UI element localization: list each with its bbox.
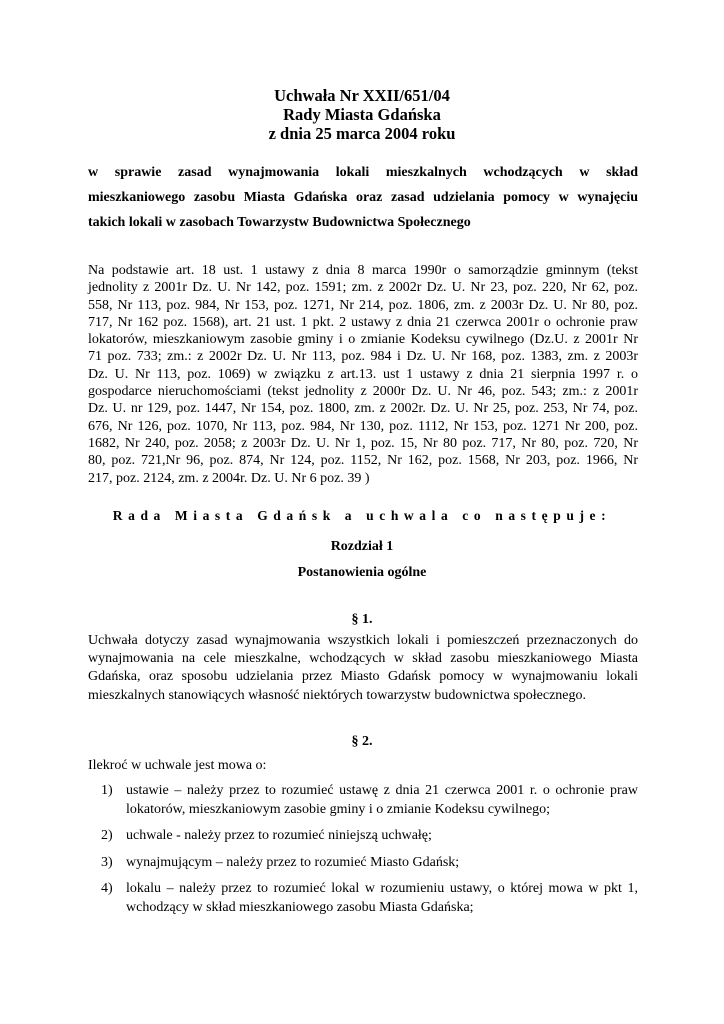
legal-basis-line: 80, poz. 721,Nr 96, poz. 874, Nr 124, poz. 1152, Nr 162, poz. 1568, Nr 203, poz. 1966, Nr <box>88 453 638 469</box>
legal-basis-line: lokatorów, mieszkaniowym zasobie gminy i o zmianie Kodeksu cywilnego (Dz.U. z 2001r Nr <box>88 332 638 348</box>
list-item-number: 2) <box>101 828 113 843</box>
subject-line: mieszkaniowego zasobu Miasta Gdańska oraz zasad udzielania pomocy w wynajęciu <box>88 190 638 205</box>
chapter-title: Postanowienia ogólne <box>297 565 427 580</box>
list-item-text: lokatorów, mieszkaniowym zasobie gminy i o zmianie Kodeksu cywilnego; <box>126 801 551 817</box>
legal-basis-line: 217, poz. 2124, zm. z 2004r. Dz. U. Nr 6 poz. 39 ) <box>88 470 370 486</box>
chapter-number: Rozdział 1 <box>330 539 394 554</box>
legal-basis-line: Na podstawie art. 18 ust. 1 ustawy z dnia 8 marca 1990r o samorządzie gminnym (tekst <box>88 263 638 278</box>
list-item-text: uchwale - należy przez to rozumieć niniejszą uchwałę; <box>126 828 432 843</box>
definitions-list <box>88 782 638 925</box>
section-1-heading: § 1. <box>351 612 373 627</box>
legal-basis-line: 676, Nr 126, poz. 1070, Nr 113, poz. 984, Nr 130, poz. 1112, Nr 153, poz. 1271 Nr 200, poz. <box>88 418 638 434</box>
list-item-number: 3) <box>101 854 113 870</box>
legal-basis-line: 1682, Nr 240, poz. 2058; z 2003r Dz. U. Nr 1, poz. 15, Nr 80 poz. 717, Nr 80, poz. 720, Nr <box>88 435 638 451</box>
list-item-number: 4) <box>101 881 113 896</box>
resolution-date: z dnia 25 marca 2004 roku <box>268 124 456 143</box>
council-name: Rady Miasta Gdańska <box>283 105 441 124</box>
list-item <box>88 880 638 917</box>
paragraph-line: Gdańska, oraz sposobu udzielania przez Miasto Gdańsk pomocy w wynajmowaniu lokali <box>88 669 638 685</box>
section-2-heading: § 2. <box>351 734 373 749</box>
section-2-intro: Ilekroć w uchwale jest mowa o: <box>88 758 267 773</box>
list-item-text: wchodzący w skład mieszkaniowego zasobu Miasta Gdańska; <box>126 899 474 915</box>
legal-basis-line: 71 poz. 733; zm.: z 2002r Dz. U. Nr 113, poz. 984 i Dz. U. Nr 168, poz. 1383, zm. z 2003r <box>88 349 638 365</box>
legal-basis-line: Dz. U. nr 129, poz. 1447, Nr 154, poz. 1800, zm. z 2002r. Dz. U. Nr 25, poz. 253, Nr 74, poz. <box>88 401 638 417</box>
list-item-text: wynajmującym – należy przez to rozumieć Miasto Gdańsk; <box>126 854 460 870</box>
legal-basis-paragraph <box>88 262 638 487</box>
list-item <box>88 782 638 819</box>
section-1-paragraph <box>88 632 638 705</box>
legal-basis-line: jednolity z 2001r Dz. U. Nr 142, poz. 1591; zm. z 2002r Dz. U. Nr 23, poz. 220, Nr 62, poz. <box>88 280 638 296</box>
resolution-subject <box>88 160 638 235</box>
list-item <box>88 854 638 873</box>
list-item <box>88 827 638 846</box>
legal-basis-line: Dz. U. Nr 113, poz. 1069) w związku z art.13. ust 1 ustawy z dnia 21 sierpnia 1997 r. o <box>88 366 638 382</box>
legal-basis-line: 558, Nr 113, poz. 984, Nr 153, poz. 1271, Nr 214, poz. 1806, zm. z 2003r Dz. U. Nr 80, poz. <box>88 297 638 313</box>
paragraph-line: wynajmowania na cele mieszkalne, wchodzących w skład zasobu mieszkaniowego Miasta <box>88 651 638 667</box>
paragraph-line: mieszkalnych stanowiących własność niektórych towarzystw budownictwa społecznego. <box>88 687 587 703</box>
list-item-text: lokalu – należy przez to rozumieć lokal w rozumieniu ustawy, o której mowa w pkt 1, <box>126 881 638 896</box>
resolution-clause: Rada Miasta Gdańsk a uchwala co następuje: <box>112 508 612 523</box>
legal-basis-line: gospodarce nieruchomościami (tekst jednolity z 2000r Dz. U. Nr 46, poz. 543; zm.: z 2001r <box>88 384 638 400</box>
subject-line: takich lokali w zasobach Towarzystw Budownictwa Społecznego <box>88 215 471 230</box>
paragraph-line: Uchwała dotyczy zasad wynajmowania wszystkich lokali i pomieszczeń przeznaczonych do <box>88 633 638 648</box>
list-item-number: 1) <box>101 783 113 798</box>
resolution-title <box>0 86 724 143</box>
subject-line: w sprawie zasad wynajmowania lokali mieszkalnych wchodzących w skład <box>88 165 638 180</box>
resolution-number: Uchwała Nr XXII/651/04 <box>274 86 450 105</box>
legal-basis-line: 717, Nr 162 poz. 1568), art. 21 ust. 1 pkt. 2 ustawy z dnia 21 czerwca 2001r o ochronie praw <box>88 314 638 330</box>
list-item-text: ustawie – należy przez to rozumieć ustawę z dnia 21 czerwca 2001 r. o ochronie praw <box>126 783 638 798</box>
